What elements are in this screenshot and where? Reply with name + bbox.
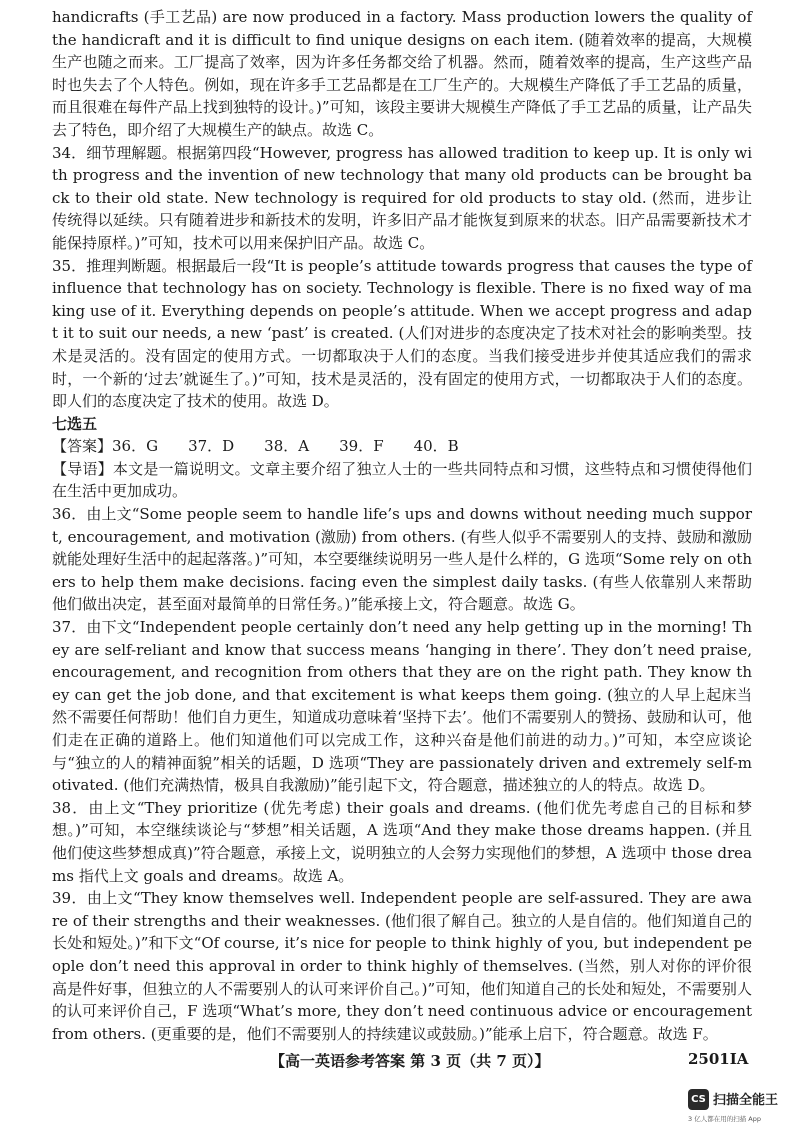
question-37-explanation: 37．由下文“Independent people certainly don’t need any help getting up in the morning! They are self-reliant and know that success means ‘hanging in there’. They don’t need praise, encouragement, and recognition from others that they are on the right path. They know they can get the job done, and that excitement is what keeps them going. (独立的人早上起床当然不需要任何帮助！他们自力更生，知道成功意味着‘坚持下去’。他们不需要别人的赞扬、鼓励和认可，他们走在正确的道路上。他们知道他们可以完成工作，这种兴奋是他们前进的动力。)”可知，本空应谈论与“独立的人的精神面貌”相关的话题，D 选项“They are passionately driven and extremely self-motivated. (他们充满热情，极具自我激励)”能引起下文，符合题意，描述独立的人的特点。故选 D。 xyxy=(52,618,752,795)
scanner-watermark xyxy=(688,1088,798,1128)
passage-intro: 【导语】本文是一篇说明文。文章主要介绍了独立人士的一些共同特点和习惯，这些特点和习惯使得他们在生活中更加成功。 xyxy=(52,459,752,501)
question-34-explanation: 34．细节理解题。根据第四段“However, progress has allowed tradition to keep up. It is only with progress and the invention of new technology that many old products can be brought back to their old state. New technology is required for old products to stay old. (然而，进步让传统得以延续。只有随着进步和新技术的发明，许多旧产品才能恢复到原来的状态。旧产品需要新技术才能保持原样。)”可知，技术可以用来保护旧产品。故选 C。 xyxy=(52,143,752,252)
question-39-explanation: 39．由上文“They know themselves well. Independent people are self-assured. They are aware of their strengths and their weaknesses. (他们很了解自己。独立的人是自信的。他们知道自己的长处和短处。)”和下文“Of course, it’s nice for people to think highly of you, but independent people don’t need this approval in order to think highly of themselves. (当然，别人对你的评价很高是件好事，但独立的人不需要别人的认可来评价自己。)”可知，他们知道自己的长处和短处，不需要别人的认可来评价自己，F 选项“What’s more, they don’t need continuous advice or encouragement from others. (更重要的是，他们不需要别人的持续建议或鼓励。)”能承上启下，符合题意。故选 F。 xyxy=(52,889,752,1043)
question-33-continued: handicrafts (手工艺品) are now produced in a factory. Mass production lowers the quality of the handicraft and it is difficult to find unique designs on each item. (随着效率的提高，大规模生产也随之而来。工厂提高了效率，因为许多任务都交给了机器。然而，随着效率的提高，生产这些产品时也失去了个人特色。例如，现在许多手工艺品都是在工厂生产的。大规模生产降低了手工艺品的质量，而且很难在每件产品上找到独特的设计。)”可知，该段主要讲大规模生产降低了手工艺品的质量，让产品失去了特色，即介绍了大规模生产的缺点。故选 C。 xyxy=(52,8,752,139)
document-code: 2501IA xyxy=(688,1050,749,1068)
page-number-label: 【高一英语参考答案 第 3 页（共 7 页）】 xyxy=(270,1052,550,1070)
question-35-explanation: 35．推理判断题。根据最后一段“It is people’s attitude towards progress that causes the type of influence that technology has on society. Technology is flexible. There is no fixed way of making use of it. Everything depends on people’s attitude. When we accept progress and adapt it to suit our needs, a new ‘past’ is created. (人们对进步的态度决定了技术对社会的影响类型。技术是灵活的。没有固定的使用方式。一切都取决于人们的态度。当我们接受进步并使其适应我们的需求时，一个新的‘过去’就诞生了。)”可知，技术是灵活的，没有固定的使用方式，一切都取决于人们的态度。即人们的态度决定了技术的使用。故选 D。 xyxy=(52,256,752,411)
section-title: 七选五 xyxy=(52,414,98,433)
question-38-explanation: 38．由上文“They prioritize (优先考虑) their goals and dreams. (他们优先考虑自己的目标和梦想。)”可知，本空继续谈论与“梦想”相关话题，A 选项“And they make those dreams happen. (并且他们使这些梦想成真)”符合题意，承接上文，说明独立的人会努力实现他们的梦想，A 选项中 those dreams 指代上文 goals and dreams。故选 A。 xyxy=(52,798,752,885)
camscanner-logo-icon: CS xyxy=(688,1089,709,1110)
watermark-app-name: 扫描全能王 xyxy=(713,1093,779,1108)
page-footer xyxy=(0,1050,800,1074)
watermark-tagline: 3 亿人都在用的扫描 App xyxy=(688,1115,761,1123)
question-36-explanation: 36．由上文“Some people seem to handle life’s ups and downs without needing much support, encouragement, and motivation (激励) from others. (有些人似乎不需要别人的支持、鼓励和激励就能处理好生活中的起起落落。)”可知，本空要继续说明另一些人是什么样的，G 选项“Some rely on others to help them make decisions. facing even the simplest daily tasks. (有些人依靠别人来帮助他们做出决定，甚至面对最简单的日常任务。)”能承接上文，符合题意。故选 G。 xyxy=(52,505,752,614)
answer-key: 【答案】36．G 37．D 38．A 39．F 40．B xyxy=(52,437,459,456)
answer-explanations xyxy=(52,6,752,1045)
